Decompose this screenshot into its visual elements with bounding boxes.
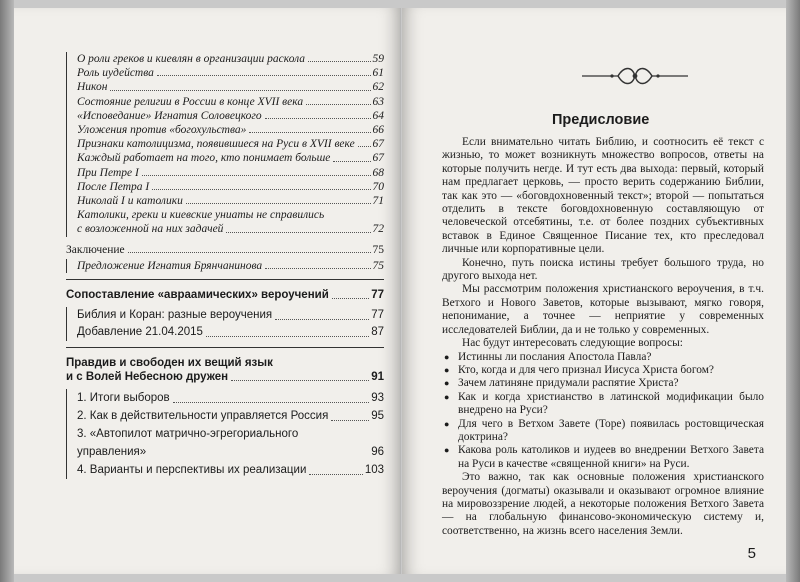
toc-entry-title: При Петре I <box>77 166 139 179</box>
toc-section-truthful[interactable] <box>66 356 384 385</box>
paragraph: Нас будут интересовать следующие вопросы: <box>462 337 683 350</box>
toc-entry-title: «Исповедание» Игнатия Соловецкого <box>77 109 262 122</box>
toc-page-number: 93 <box>371 391 384 404</box>
toc-page-number: 62 <box>372 81 384 94</box>
toc-comparison-box <box>66 307 384 341</box>
toc-subsection-entry[interactable] <box>77 461 384 479</box>
right-book-edge <box>786 0 800 582</box>
toc-entry-title: 3. «Автопилот матрично-эгрегориального управления» <box>77 427 299 458</box>
preface-body <box>442 136 764 538</box>
table-of-contents <box>66 52 384 479</box>
toc-entry-title: Никон <box>77 81 108 94</box>
paragraph: Это важно, так как основные положения христианского вероучения (догматы) оказывали и оказывают огромное влияние на мировоззрение людей, а некоторые положения Ветхого Завета — на глобальную финансово-экономическую систему и, соответственно, на жизнь всего населения Земли. <box>442 471 764 537</box>
toc-page-number: 71 <box>372 195 384 208</box>
question-item: ● Для чего в Ветхом Завете (Торе) появилась ростовщическая доктрина? <box>442 418 764 445</box>
toc-page-number: 66 <box>372 124 384 137</box>
toc-page-number: 96 <box>371 445 384 458</box>
toc-entry-title: 1. Итоги выборов <box>77 391 170 404</box>
right-page-preface <box>402 8 786 574</box>
toc-entry[interactable] <box>77 194 384 208</box>
toc-subsection-entry[interactable] <box>77 425 384 461</box>
toc-entry[interactable] <box>77 137 384 151</box>
toc-page-number: 59 <box>372 53 384 65</box>
toc-page-number: 67 <box>372 152 384 165</box>
toc-section-title: Правдив и свободен их вещий язык <box>66 356 273 369</box>
section-rule <box>66 347 384 348</box>
left-book-edge <box>0 0 14 582</box>
paragraph: Если внимательно читать Библию, и соотносить её текст с жизнью, то может возникнуть множество вопросов, ответы на которые получить негде. И тут есть два выхода: первый, который нам предлагает церковь, — просто верить содержанию Библии, так как это — «боговдохновенный текст»; второй — попытаться отделить в тексте боговдохновенную составляющую от человеческой отсебятины, т.е. от более поздних субъективных вставок в Единое Священное Писание тех, кто преследовал личные или корпоративные цели. <box>442 136 764 256</box>
question-item: ● Кто, когда и для чего признал Иисуса Христа богом? <box>442 364 764 377</box>
toc-page-number: 95 <box>371 409 384 422</box>
toc-page-number: 72 <box>372 223 384 236</box>
toc-entry-title: Каждый работает на того, кто понимает больше <box>77 152 331 165</box>
toc-entry-title: Предложение Игнатия Брянчанинова <box>77 259 263 272</box>
toc-entry-bible-koran[interactable] <box>77 307 384 324</box>
toc-page-number: 61 <box>372 67 384 80</box>
toc-section-title: Сопоставление «авраамических» вероучений <box>66 289 329 302</box>
section-rule <box>66 279 384 280</box>
toc-entry-title: Николай I и католики <box>77 195 183 208</box>
toc-entry[interactable] <box>77 166 384 180</box>
toc-entry[interactable] <box>77 66 384 80</box>
toc-entry[interactable] <box>77 95 384 109</box>
ornament-icon <box>580 62 690 90</box>
toc-entry-title: После Петра I <box>77 180 150 193</box>
question-item: ● Зачем латиняне придумали распятие Христа? <box>442 377 764 390</box>
toc-page-number: 75 <box>372 243 384 256</box>
toc-entry-title: Добавление 21.04.2015 <box>77 325 203 338</box>
toc-entry-title: Уложения против «богохульства» <box>77 124 247 137</box>
toc-page-number: 68 <box>372 166 384 179</box>
toc-page-number: 87 <box>371 325 384 338</box>
toc-entry-line: с возложенной на них задачей <box>77 223 224 236</box>
toc-entry[interactable] <box>77 151 384 165</box>
toc-entry-addition[interactable] <box>77 324 384 341</box>
toc-entry-catholics[interactable] <box>77 208 384 236</box>
toc-page-number: 64 <box>372 109 384 122</box>
page-number: 5 <box>747 545 756 562</box>
toc-entry-title: Признаки католицизма, появившиеся на Руси в XVII веке <box>77 138 355 151</box>
toc-entry[interactable] <box>77 123 384 137</box>
toc-page-number: 67 <box>372 138 384 151</box>
toc-subsection-entry[interactable] <box>77 389 384 407</box>
toc-subsection-entry[interactable] <box>77 407 384 425</box>
paragraph: Конечно, путь поиска истины требует большого труда, но другого выхода нет. <box>442 256 764 283</box>
question-item: ● Какова роль католиков и иудеев во внедрении Ветхого Завета на Руси в качестве «священной книги» на Руси. <box>442 444 764 471</box>
preface-heading: Предисловие <box>552 112 650 128</box>
toc-page-number: 75 <box>372 259 384 272</box>
toc-entry[interactable] <box>77 180 384 194</box>
toc-entry-conclusion[interactable] <box>66 243 384 257</box>
toc-entry-title: Библия и Коран: разные вероучения <box>77 308 273 321</box>
toc-entry-title: Состояние религии в России в конце XVII века <box>77 95 304 108</box>
toc-page-number: 91 <box>371 371 384 384</box>
toc-page-number: 63 <box>372 95 384 108</box>
toc-entry[interactable] <box>77 80 384 94</box>
toc-truthful-box <box>66 389 384 479</box>
question-list <box>442 351 764 472</box>
toc-entry-proposal[interactable] <box>77 259 384 273</box>
toc-entry[interactable] <box>77 52 384 66</box>
toc-entry-title: 2. Как в действительности управляется Россия <box>77 409 329 422</box>
toc-page-number: 77 <box>371 308 384 321</box>
toc-section-comparison[interactable] <box>66 288 384 303</box>
toc-entry-title: 4. Варианты и перспективы их реализации <box>77 463 307 476</box>
toc-entry-line: Католики, греки и киевские униаты не справились <box>77 209 325 222</box>
toc-entry-title: Роль иудейства <box>77 67 154 80</box>
toc-page-number: 103 <box>364 463 384 476</box>
toc-section-title: и с Волей Небесною дружен <box>66 371 229 384</box>
toc-entry-title: Заключение <box>66 243 125 256</box>
toc-conclusion-box <box>66 259 384 273</box>
left-page-contents <box>14 8 401 574</box>
question-item: ● Истинны ли послания Апостола Павла? <box>442 351 764 364</box>
toc-subsection-box <box>66 52 384 237</box>
paragraph: Мы рассмотрим положения христианского вероучения, в т.ч. Ветхого и Нового Заветов, которые вызывают, мягко говоря, непонимание, а точнее — неприятие у современных исследователей Библии, да и не только у современных. <box>442 283 764 336</box>
toc-entry-title: О роли греков и киевлян в организации раскола <box>77 53 306 65</box>
question-item: ● Как и когда христианство в латинской модификации было внедрено на Руси? <box>442 391 764 418</box>
toc-page-number: 70 <box>372 180 384 193</box>
toc-page-number: 77 <box>371 289 384 302</box>
toc-entry[interactable] <box>77 109 384 123</box>
